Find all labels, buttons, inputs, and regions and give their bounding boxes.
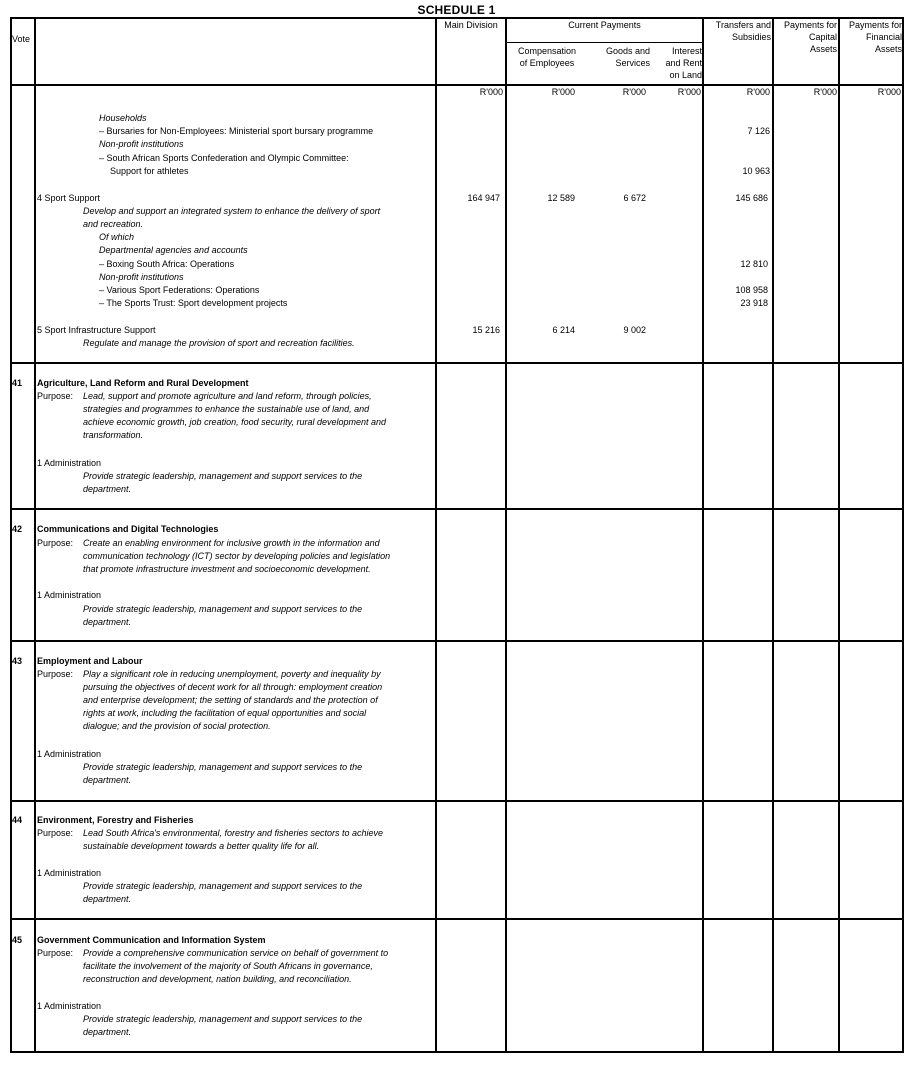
vote-41-purpose-4: transformation. xyxy=(83,430,144,440)
vote-44-number: 44 xyxy=(12,815,23,825)
vote-45-admin-desc-2: department. xyxy=(83,1027,132,1037)
vote-44-admin-desc: Provide strategic leadership, management and support services to the xyxy=(83,881,363,891)
programme-4-title: 4 Sport Support xyxy=(37,193,101,203)
vote-45-purpose-label: Purpose: xyxy=(37,948,74,958)
vote-42-name: Communications and Digital Technologies xyxy=(37,524,219,534)
vote-42-number: 42 xyxy=(12,524,23,534)
vote-42-purpose-label: Purpose: xyxy=(37,538,74,548)
vote-44-purpose-label: Purpose: xyxy=(37,828,74,838)
vote-44-purpose-2: sustainable development towards a better quality life for all. xyxy=(83,841,320,851)
vote-43-purpose-5: dialogue; and the provision of social protection. xyxy=(83,721,271,731)
programme-4-desc-2: and recreation. xyxy=(83,219,144,229)
unit-capital: R'000 xyxy=(813,87,837,97)
vote-45-purpose-2: facilitate the involvement of the majority of South Africans in governance, xyxy=(83,961,373,971)
vote-45-purpose-3: reconstruction and development, nation building, and reconciliation. xyxy=(83,974,352,984)
of-which-label: Of which xyxy=(99,232,135,242)
vote-43-name: Employment and Labour xyxy=(37,656,143,666)
vote-43-purpose: Play a significant role in reducing unemployment, poverty and inequality by xyxy=(83,669,381,679)
vote-42-admin: 1 Administration xyxy=(37,590,102,600)
households-label: Households xyxy=(99,113,147,123)
vote-44-purpose: Lead South Africa's environmental, forestry and fisheries sectors to achieve xyxy=(83,828,384,838)
programme-5-desc: Regulate and manage the provision of sport and recreation facilities. xyxy=(83,338,355,348)
vote-41-purpose-label: Purpose: xyxy=(37,391,74,401)
financial-header: Payments for Financial Assets xyxy=(848,20,902,54)
vote-41-admin-desc-2: department. xyxy=(83,484,132,494)
programme-5-comp: 6 214 xyxy=(552,325,575,335)
vote-45-number: 45 xyxy=(12,935,23,945)
federations-line: – Various Sport Federations: Operations xyxy=(99,285,260,295)
unit-goods: R'000 xyxy=(622,87,646,97)
vote-header: Vote xyxy=(12,34,31,44)
vote-44-name: Environment, Forestry and Fisheries xyxy=(37,815,194,825)
programme-4-transfers: 145 686 xyxy=(735,193,768,203)
sascoc-line-2: Support for athletes xyxy=(110,166,189,176)
vote-45-name: Government Communication and Information System xyxy=(37,935,266,945)
vote-41-purpose: Lead, support and promote agriculture and land reform, through policies, xyxy=(83,391,372,401)
main-division-header: Main Division xyxy=(444,20,498,30)
vote-41-admin: 1 Administration xyxy=(37,458,102,468)
current-payments-header: Current Payments xyxy=(568,20,641,30)
vote-41-name: Agriculture, Land Reform and Rural Development xyxy=(37,378,249,388)
npi-label-2: Non-profit institutions xyxy=(99,272,184,282)
programme-5-title: 5 Sport Infrastructure Support xyxy=(37,325,156,335)
vote-41-admin-desc: Provide strategic leadership, management and support services to the xyxy=(83,471,363,481)
vote-41-purpose-2: strategies and programmes to enhance the sustainable use of land, and xyxy=(83,404,370,414)
vote-42-purpose-2: communication technology (ICT) sector by developing policies and legislation xyxy=(83,551,391,561)
unit-financial: R'000 xyxy=(877,87,901,97)
dept-agencies-label: Departmental agencies and accounts xyxy=(99,245,248,255)
vote-43-purpose-3: and enterprise development; the setting of standards and the protection of xyxy=(83,695,378,705)
programme-4-desc: Develop and support an integrated system to enhance the delivery of sport xyxy=(83,206,381,216)
unit-transfers: R'000 xyxy=(746,87,770,97)
interest-header: Interest and Rent on Land xyxy=(665,46,702,80)
unit-compensation: R'000 xyxy=(551,87,575,97)
vote-43-admin-desc: Provide strategic leadership, management and support services to the xyxy=(83,762,363,772)
vote-43-number: 43 xyxy=(12,656,23,666)
programme-4-comp: 12 589 xyxy=(547,193,575,203)
bursaries-value: 7 126 xyxy=(747,126,770,136)
vote-43-purpose-4: rights at work, including the facilitation of equal opportunities and social xyxy=(83,708,367,718)
vote-45-purpose: Provide a comprehensive communication service on behalf of government to xyxy=(83,948,389,958)
vote-42-purpose-3: that promote infrastructure investment and socioeconomic development. xyxy=(83,564,371,574)
programme-4-goods: 6 672 xyxy=(623,193,646,203)
vote-44-admin: 1 Administration xyxy=(37,868,102,878)
vote-42-admin-desc: Provide strategic leadership, management and support services to the xyxy=(83,604,363,614)
programme-5-goods: 9 002 xyxy=(623,325,646,335)
boxing-line: – Boxing South Africa: Operations xyxy=(99,259,235,269)
compensation-header: Compensation of Employees xyxy=(517,46,577,68)
capital-header: Payments for Capital Assets xyxy=(783,20,837,54)
vote-43-admin: 1 Administration xyxy=(37,749,102,759)
vote-43-purpose-2: pursuing the objectives of decent work for all through: employment creation xyxy=(83,682,383,692)
vote-41-number: 41 xyxy=(12,378,23,388)
sports-trust-line: – The Sports Trust: Sport development projects xyxy=(99,298,288,308)
goods-header: Goods and Services xyxy=(605,46,650,68)
vote-43-purpose-label: Purpose: xyxy=(37,669,74,679)
bursaries-line: – Bursaries for Non-Employees: Ministerial sport bursary programme xyxy=(99,126,374,136)
sascoc-line: – South African Sports Confederation and Olympic Committee: xyxy=(99,153,349,163)
vote-43-admin-desc-2: department. xyxy=(83,775,132,785)
vote-42-admin-desc-2: department. xyxy=(83,617,132,627)
programme-4-main: 164 947 xyxy=(467,193,500,203)
sascoc-value: 10 963 xyxy=(742,166,770,176)
vote-45-admin: 1 Administration xyxy=(37,1001,102,1011)
vote-44-admin-desc-2: department. xyxy=(83,894,132,904)
page-title: SCHEDULE 1 xyxy=(417,3,496,17)
federations-value: 108 958 xyxy=(735,285,768,295)
sports-trust-value: 23 918 xyxy=(740,298,768,308)
programme-5-main: 15 216 xyxy=(472,325,500,335)
vote-42-purpose: Create an enabling environment for inclusive growth in the information and xyxy=(83,538,380,548)
unit-main: R'000 xyxy=(479,87,503,97)
boxing-value: 12 810 xyxy=(740,259,768,269)
vote-41-purpose-3: achieve economic growth, job creation, food security, rural development and xyxy=(83,417,386,427)
unit-interest: R'000 xyxy=(677,87,701,97)
transfers-header: Transfers and Subsidies xyxy=(715,20,771,42)
npi-label: Non-profit institutions xyxy=(99,139,184,149)
vote-45-admin-desc: Provide strategic leadership, management and support services to the xyxy=(83,1014,363,1024)
